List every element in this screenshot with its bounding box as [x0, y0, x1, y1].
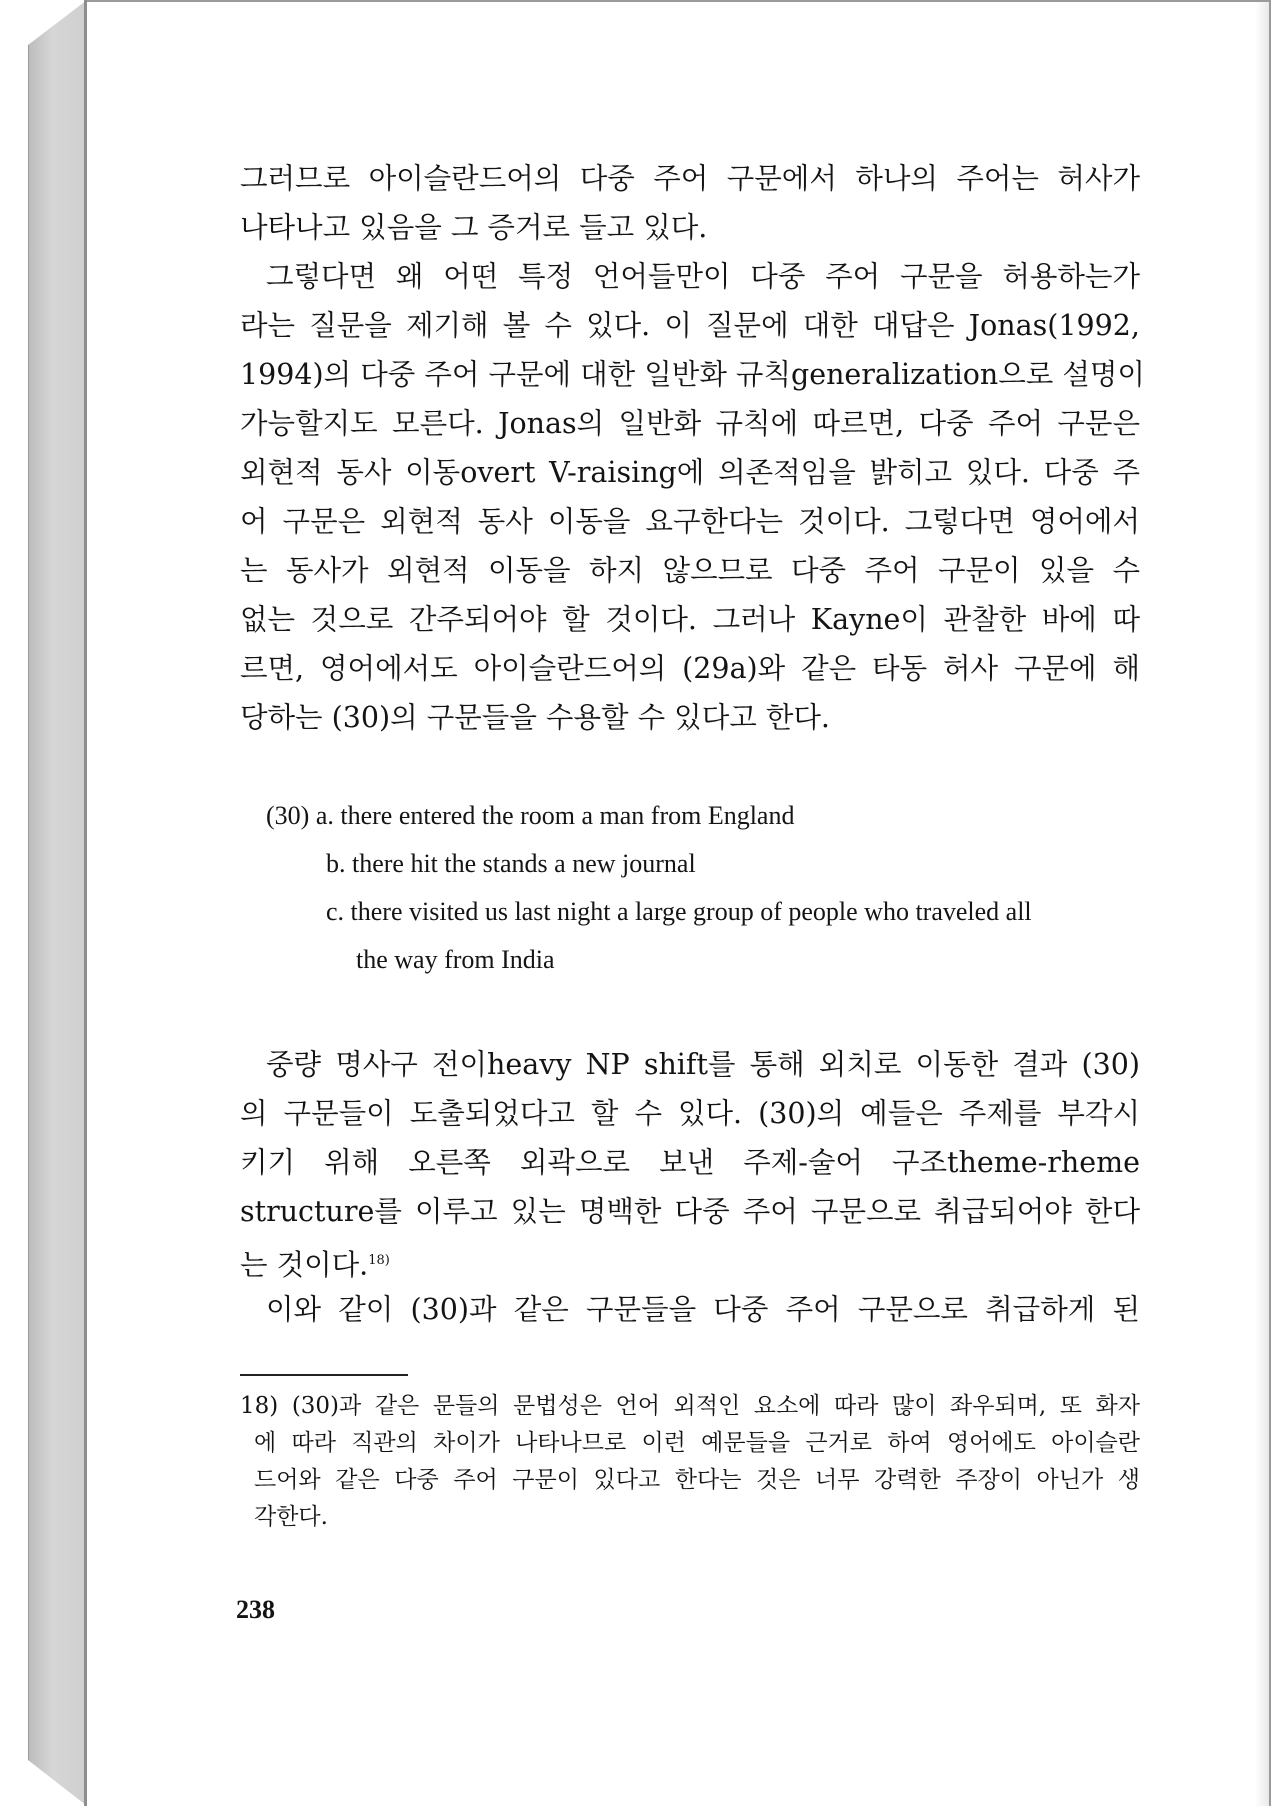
- text-line: 의 구문들이 도출되었다고 할 수 있다. (30)의 예들은 주제를 부각시: [240, 1097, 1140, 1130]
- text-line: 어 구문은 외현적 동사 이동을 요구한다는 것이다. 그렇다면 영어에서: [240, 505, 1140, 538]
- example-b-text: there hit the stands a new journal: [352, 849, 696, 878]
- paragraph-3: [240, 1040, 1140, 1334]
- text-line: 그렇다면 왜 어떤 특정 언어들만이 다중 주어 구문을 허용하는가: [266, 260, 1140, 293]
- example-c-label: c.: [326, 897, 345, 926]
- text-line: [240, 1236, 1140, 1285]
- text-line: 라는 질문을 제기해 볼 수 있다. 이 질문에 대한 대답은 Jonas(1992,: [240, 309, 1140, 342]
- text-line: 는 동사가 외현적 이동을 하지 않으므로 다중 주어 구문이 있을 수: [240, 554, 1140, 587]
- text-line-end: 는 것이다.: [240, 1248, 369, 1282]
- text-line: structure를 이루고 있는 명백한 다중 주어 구문으로 취급되어야 한다: [240, 1195, 1140, 1228]
- paragraph-4-line: 이와 같이 (30)과 같은 구문들을 다중 주어 구문으로 취급하게 된: [266, 1293, 1140, 1326]
- footnote-divider: [240, 1374, 408, 1376]
- footnote-reference: 18): [368, 1253, 390, 1268]
- text-line: 1994)의 다중 주어 구문에 대한 일반화 규칙generalization으로 설명이: [240, 358, 1145, 391]
- page-edge-shade: [1255, 2, 1269, 1806]
- footnote-line: 드어와 같은 다중 주어 구문이 있다고 한다는 것은 너무 강력한 주장이 아닌가 생: [254, 1467, 1140, 1493]
- text-line: 중량 명사구 전이heavy NP shift를 통해 외치로 이동한 결과 (30): [266, 1048, 1140, 1081]
- example-a-text: there entered the room a man from England: [340, 801, 795, 830]
- text-line: 키기 위해 오른쪽 외곽으로 보낸 주제-술어 구조theme-rheme: [240, 1146, 1140, 1179]
- example-c-text: there visited us last night a large group of people who traveled all: [350, 897, 1032, 926]
- example-c-text-continued: the way from India: [356, 945, 555, 974]
- example-b-label: b.: [326, 849, 346, 878]
- footnote-line: 에 따라 직관의 차이가 나타나므로 이런 예문들을 근거로 하여 영어에도 아이슬란: [254, 1430, 1140, 1456]
- footnote-line: 각한다.: [254, 1504, 328, 1530]
- text-line: 외현적 동사 이동overt V-raising에 의존적임을 밝히고 있다. 다중 주: [240, 456, 1140, 489]
- example-block: [240, 792, 1140, 984]
- paragraph-2: [240, 252, 1145, 742]
- footnote: [240, 1388, 1140, 1536]
- paragraph-1: [240, 154, 1140, 252]
- text-line: 르면, 영어에서도 아이슬란드어의 (29a)와 같은 타동 허사 구문에 해: [240, 652, 1140, 685]
- example-a-label: a.: [315, 801, 334, 830]
- text-line: 나타나고 있음을 그 증거로 들고 있다.: [240, 211, 708, 244]
- page-number: 238: [236, 1595, 275, 1624]
- text-line: 그러므로 아이슬란드어의 다중 주어 구문에서 하나의 주어는 허사가: [240, 162, 1140, 195]
- book-spine: [28, 0, 87, 1806]
- text-line: 당하는 (30)의 구문들을 수용할 수 있다고 한다.: [240, 701, 830, 734]
- footnote-line: 18) (30)과 같은 문들의 문법성은 언어 외적인 요소에 따라 많이 좌우되며, 또 화자: [240, 1393, 1140, 1419]
- text-line: 없는 것으로 간주되어야 할 것이다. 그러나 Kayne이 관찰한 바에 따: [240, 603, 1140, 636]
- example-number: (30): [266, 801, 310, 830]
- text-line: 가능할지도 모른다. Jonas의 일반화 규칙에 따르면, 다중 주어 구문은: [240, 407, 1140, 440]
